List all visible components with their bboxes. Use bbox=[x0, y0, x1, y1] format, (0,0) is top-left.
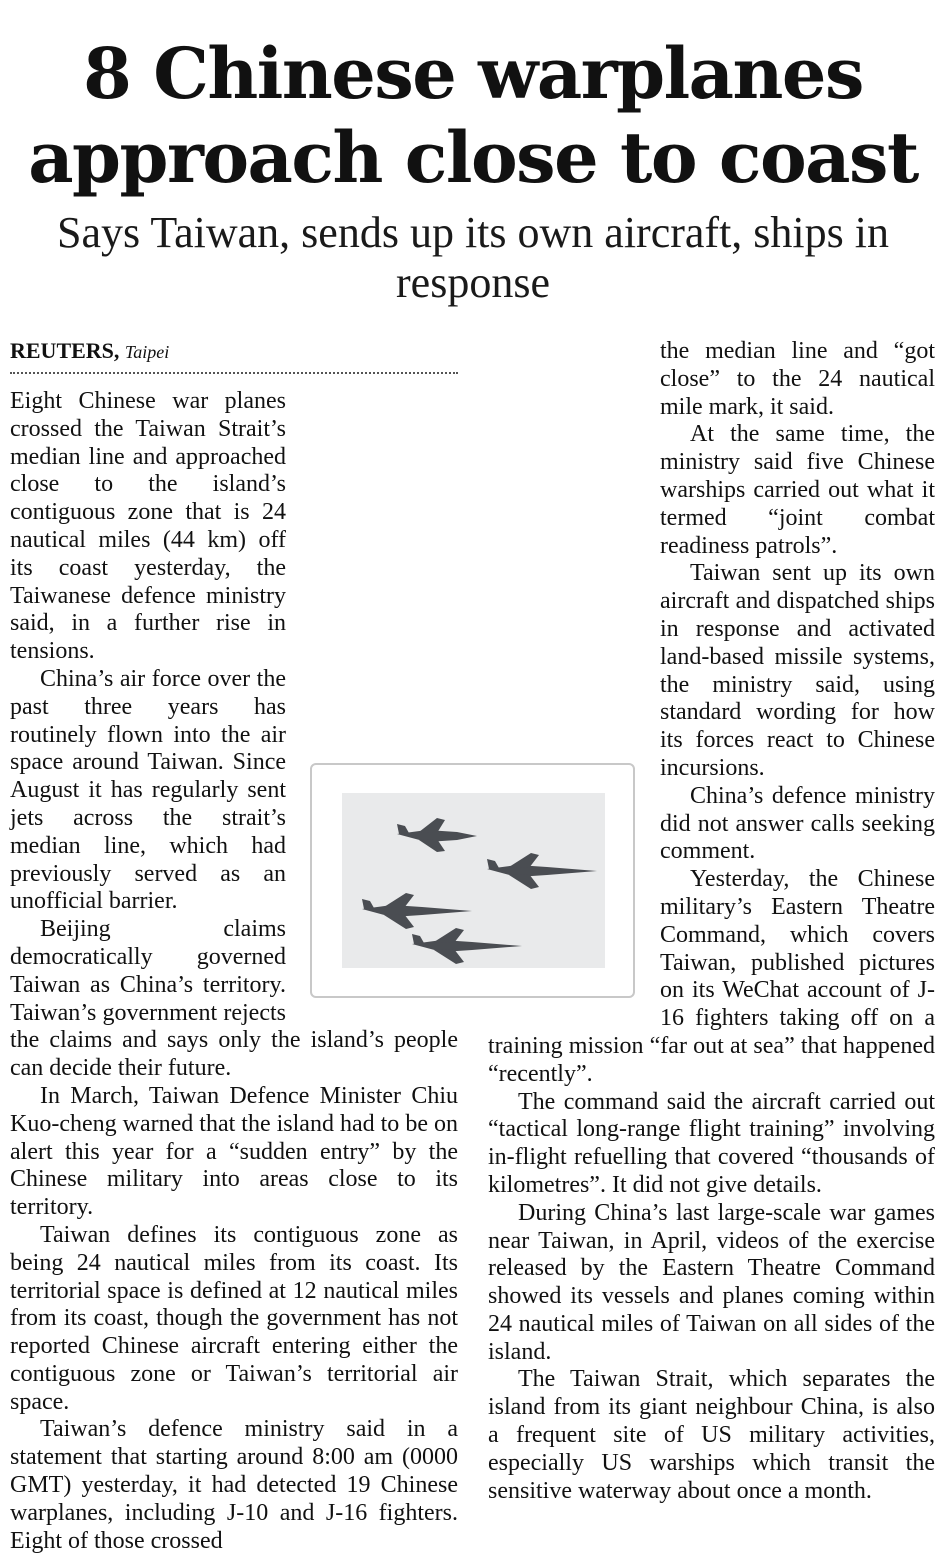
news-photo bbox=[310, 763, 635, 998]
paragraph: China’s air force over the past three years has routinely flown into the air space around Taiwan. Since August it has regularly sent jets across the strait’s median line, which had previously served as an unofficial barrier. bbox=[10, 665, 286, 915]
jet-icon bbox=[397, 818, 477, 852]
paragraph: Taiwan sent up its own aircraft and dispatched ships in response and activated land-based missile systems, the ministry said, using standard wording for how its forces react to Chinese incursions. bbox=[660, 560, 935, 781]
byline bbox=[10, 338, 169, 364]
byline-agency: REUTERS, bbox=[10, 338, 120, 363]
paragraph: Yesterday, the Chinese military’s Eastern Theatre Command, which covers Taiwan, published pictures on its WeChat account of J-16 fighters taking off on a training mission “far out at sea” that happened “recently”. bbox=[488, 866, 935, 1087]
headline bbox=[0, 32, 946, 200]
byline-divider bbox=[10, 372, 458, 374]
paragraph: During China’s last large-scale war games near Taiwan, in April, videos of the exercise released by the Eastern Theatre Command showed its vessels and planes coming within 24 nautical miles of Taiwan on all sides of the island. bbox=[488, 1199, 935, 1365]
jet-icon bbox=[412, 928, 522, 964]
subheadline: Says Taiwan, sends up its own aircraft, ships in response bbox=[56, 208, 889, 307]
jet-icon bbox=[487, 853, 597, 889]
headline-line-2: approach close to coast bbox=[28, 116, 918, 199]
byline-location: Taipei bbox=[124, 342, 170, 362]
paragraph: the median line and “got close” to the 24 nautical mile mark, it said. bbox=[660, 338, 935, 420]
fighter-jets-illustration bbox=[342, 793, 605, 968]
paragraph: The command said the aircraft carried out “tactical long-range flight training” involving in-flight refuelling that covered “thousands of kilometres”. It did not give details. bbox=[488, 1088, 935, 1198]
paragraph: The Taiwan Strait, which separates the island from its giant neighbour China, is also a frequent site of US military activities, especially US warships which transit the sensitive waterway about once a month. bbox=[488, 1366, 935, 1504]
paragraph: At the same time, the ministry said five Chinese warships carried out what it termed “joint combat readiness patrols”. bbox=[660, 421, 935, 559]
paragraph: Eight Chinese war planes crossed the Taiwan Strait’s median line and approached close to the island’s contiguous zone that is 24 nautical miles (44 km) off its coast yesterday, the Taiwanese defence ministry said, in a further rise in tensions. bbox=[10, 388, 286, 665]
paragraph: In March, Taiwan Defence Minister Chiu Kuo-cheng warned that the island had to be on alert this year for a “sudden entry” by the Chinese military into areas close to its territory. bbox=[10, 1082, 458, 1221]
headline-line-1: 8 Chinese warplanes bbox=[83, 32, 863, 115]
paragraph: Beijing claims democratically governed Taiwan as China’s territory. Taiwan’s government rejects the claims and says only the island’s people can decide their future. bbox=[10, 916, 458, 1082]
paragraph: China’s defence ministry did not answer calls seeking comment. bbox=[660, 782, 935, 865]
paragraph: Taiwan’s defence ministry said in a statement that starting around 8:00 am (0000 GMT) yesterday, it had detected 19 Chinese warplanes, including J-10 and J-16 fighters. Eight of those crossed bbox=[10, 1416, 458, 1554]
paragraph: Taiwan defines its contiguous zone as being 24 nautical miles from its coast. Its territorial space is defined at 12 nautical miles from its coast, though the government has not reported Chinese aircraft entering either the contiguous zone or Taiwan’s territorial air space. bbox=[10, 1221, 458, 1415]
photo-sky bbox=[342, 793, 605, 968]
jet-icon bbox=[362, 893, 472, 929]
